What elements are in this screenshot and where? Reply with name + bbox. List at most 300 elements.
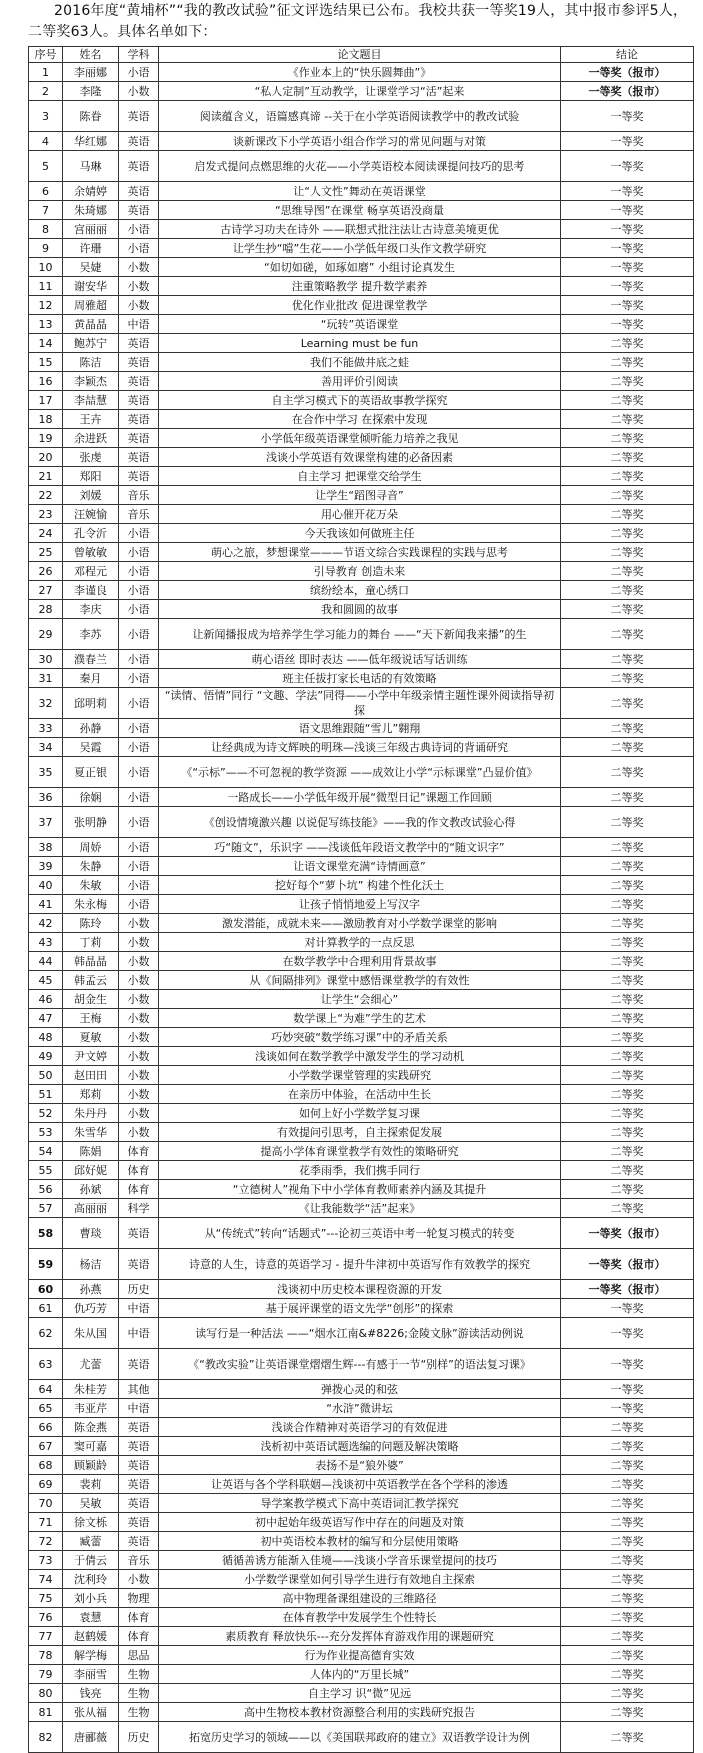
table-header-row — [29, 47, 694, 63]
cell-no: 62 — [29, 1318, 63, 1349]
table-row — [29, 1142, 694, 1161]
table-row — [29, 201, 694, 220]
cell-subject: 小数 — [119, 1047, 159, 1066]
cell-name: 韦亚芹 — [63, 1399, 119, 1418]
cell-name: 徐娴 — [63, 788, 119, 807]
cell-title: 让经典成为诗文辉映的明珠—浅谈三年级古典诗词的背诵研究 — [159, 738, 561, 757]
table-row — [29, 788, 694, 807]
cell-subject: 英语 — [119, 334, 159, 353]
cell-no: 46 — [29, 990, 63, 1009]
cell-no: 29 — [29, 619, 63, 650]
cell-title: 让英语与各个学科联姻—浅谈初中英语教学在各个学科的渗透 — [159, 1475, 561, 1494]
table-row — [29, 410, 694, 429]
table-row — [29, 82, 694, 101]
cell-no: 20 — [29, 448, 63, 467]
table-row — [29, 524, 694, 543]
cell-subject: 体育 — [119, 1608, 159, 1627]
cell-subject: 小数 — [119, 1570, 159, 1589]
cell-subject: 小数 — [119, 82, 159, 101]
cell-title: 一路成长——小学低年级开展“微型日记”课题工作回顾 — [159, 788, 561, 807]
cell-name: 李谨良 — [63, 581, 119, 600]
document-page — [0, 1, 703, 1744]
cell-name: 曹琰 — [63, 1218, 119, 1249]
cell-subject: 生物 — [119, 1684, 159, 1703]
cell-title: 浅析初中英语试题选编的问题及解决策略 — [159, 1437, 561, 1456]
table-row — [29, 101, 694, 132]
cell-subject: 英语 — [119, 1513, 159, 1532]
cell-name: 余婧婷 — [63, 182, 119, 201]
cell-result: 二等奖 — [561, 1722, 694, 1753]
cell-subject: 英语 — [119, 1218, 159, 1249]
table-row — [29, 1684, 694, 1703]
cell-subject: 小语 — [119, 63, 159, 82]
cell-no: 76 — [29, 1608, 63, 1627]
cell-title: 《创设情境激兴趣 以说促写练技能》——我的作文教改试验心得 — [159, 807, 561, 838]
cell-name: 刘小兵 — [63, 1589, 119, 1608]
cell-name: 高丽丽 — [63, 1199, 119, 1218]
cell-result: 二等奖 — [561, 581, 694, 600]
cell-no: 39 — [29, 857, 63, 876]
cell-subject: 英语 — [119, 201, 159, 220]
cell-name: 郑莉 — [63, 1085, 119, 1104]
cell-name: 朱丹丹 — [63, 1104, 119, 1123]
cell-name: 孙燕 — [63, 1280, 119, 1299]
cell-title: 我和圆圆的故事 — [159, 600, 561, 619]
table-row — [29, 1418, 694, 1437]
cell-no: 2 — [29, 82, 63, 101]
cell-title: 拓宽历史学习的领域——以《美国联邦政府的建立》双语教学设计为例 — [159, 1722, 561, 1753]
cell-result: 一等奖（报市） — [561, 1280, 694, 1299]
cell-subject: 英语 — [119, 182, 159, 201]
cell-name: 宫丽丽 — [63, 220, 119, 239]
cell-result: 二等奖 — [561, 1703, 694, 1722]
cell-subject: 生物 — [119, 1703, 159, 1722]
cell-no: 21 — [29, 467, 63, 486]
cell-result: 二等奖 — [561, 619, 694, 650]
cell-result: 二等奖 — [561, 1028, 694, 1047]
cell-name: 邱好妮 — [63, 1161, 119, 1180]
cell-subject: 小数 — [119, 1104, 159, 1123]
cell-name: 夏正银 — [63, 757, 119, 788]
cell-result: 二等奖 — [561, 1123, 694, 1142]
cell-result: 二等奖 — [561, 353, 694, 372]
cell-name: 韩孟云 — [63, 971, 119, 990]
cell-subject: 小语 — [119, 600, 159, 619]
cell-no: 33 — [29, 719, 63, 738]
cell-name: 李苏 — [63, 619, 119, 650]
cell-subject: 英语 — [119, 1418, 159, 1437]
table-row — [29, 933, 694, 952]
cell-result: 二等奖 — [561, 600, 694, 619]
cell-no: 70 — [29, 1494, 63, 1513]
cell-name: 胡金生 — [63, 990, 119, 1009]
cell-name: 袁慧 — [63, 1608, 119, 1627]
cell-title: 挖好每个“萝卜坑” 构建个性化沃土 — [159, 876, 561, 895]
cell-name: 朱从国 — [63, 1318, 119, 1349]
cell-no: 40 — [29, 876, 63, 895]
cell-no: 44 — [29, 952, 63, 971]
cell-no: 10 — [29, 258, 63, 277]
table-row — [29, 1646, 694, 1665]
cell-subject: 英语 — [119, 391, 159, 410]
table-row — [29, 1475, 694, 1494]
cell-no: 31 — [29, 669, 63, 688]
cell-title: 高中生物校本教材资源整合利用的实践研究报告 — [159, 1703, 561, 1722]
cell-subject: 英语 — [119, 1249, 159, 1280]
table-row — [29, 315, 694, 334]
cell-no: 73 — [29, 1551, 63, 1570]
cell-title: 善用评价引阅读 — [159, 372, 561, 391]
cell-title: 谈新课改下小学英语小组合作学习的常见问题与对策 — [159, 132, 561, 151]
cell-no: 80 — [29, 1684, 63, 1703]
cell-result: 二等奖 — [561, 952, 694, 971]
cell-subject: 小语 — [119, 562, 159, 581]
cell-name: 张从福 — [63, 1703, 119, 1722]
table-row — [29, 914, 694, 933]
cell-result: 一等奖（报市） — [561, 63, 694, 82]
cell-no: 64 — [29, 1380, 63, 1399]
cell-result: 二等奖 — [561, 1142, 694, 1161]
cell-subject: 小数 — [119, 1123, 159, 1142]
cell-result: 二等奖 — [561, 410, 694, 429]
table-row — [29, 1399, 694, 1418]
cell-title: 浅谈合作精神对英语学习的有效促进 — [159, 1418, 561, 1437]
cell-no: 8 — [29, 220, 63, 239]
cell-no: 42 — [29, 914, 63, 933]
table-row — [29, 971, 694, 990]
cell-title: 阅读蕴含义，语篇感真谛 --关于在小学英语阅读教学中的教改试验 — [159, 101, 561, 132]
cell-result: 二等奖 — [561, 788, 694, 807]
cell-subject: 小语 — [119, 669, 159, 688]
cell-name: 仇巧芳 — [63, 1299, 119, 1318]
cell-name: 朱雪华 — [63, 1123, 119, 1142]
cell-no: 16 — [29, 372, 63, 391]
cell-result: 一等奖 — [561, 1318, 694, 1349]
cell-name: 华红娜 — [63, 132, 119, 151]
cell-subject: 小数 — [119, 1085, 159, 1104]
cell-title: 巧“随文”，乐识字 ——浅谈低年段语文教学中的“随文识字” — [159, 838, 561, 857]
table-row — [29, 182, 694, 201]
cell-no: 51 — [29, 1085, 63, 1104]
cell-name: 吴婕 — [63, 258, 119, 277]
cell-result: 一等奖 — [561, 1299, 694, 1318]
cell-no: 9 — [29, 239, 63, 258]
table-row — [29, 669, 694, 688]
header-result: 结论 — [561, 47, 694, 63]
cell-no: 6 — [29, 182, 63, 201]
table-row — [29, 1703, 694, 1722]
cell-no: 30 — [29, 650, 63, 669]
cell-result: 一等奖 — [561, 151, 694, 182]
cell-no: 61 — [29, 1299, 63, 1318]
cell-title: 浅谈如何在数学教学中激发学生的学习动机 — [159, 1047, 561, 1066]
cell-name: 周娇 — [63, 838, 119, 857]
table-row — [29, 1218, 694, 1249]
table-row — [29, 1570, 694, 1589]
cell-no: 52 — [29, 1104, 63, 1123]
cell-title: “立德树人”视角下中小学体育教师素养内涵及其提升 — [159, 1180, 561, 1199]
cell-subject: 英语 — [119, 1349, 159, 1380]
cell-no: 26 — [29, 562, 63, 581]
cell-name: 孙静 — [63, 719, 119, 738]
table-row — [29, 1199, 694, 1218]
table-row — [29, 1494, 694, 1513]
award-table — [28, 46, 694, 1753]
cell-name: 刘媛 — [63, 486, 119, 505]
cell-name: 窦可嘉 — [63, 1437, 119, 1456]
cell-result: 二等奖 — [561, 429, 694, 448]
cell-title: 诗意的人生，诗意的英语学习 - 提升牛津初中英语写作有效教学的探究 — [159, 1249, 561, 1280]
cell-no: 19 — [29, 429, 63, 448]
cell-title: 对计算教学的一点反思 — [159, 933, 561, 952]
table-row — [29, 895, 694, 914]
table-row — [29, 1608, 694, 1627]
cell-no: 78 — [29, 1646, 63, 1665]
cell-result: 二等奖 — [561, 1570, 694, 1589]
table-row — [29, 220, 694, 239]
cell-subject: 物理 — [119, 1589, 159, 1608]
cell-subject: 小语 — [119, 895, 159, 914]
cell-result: 二等奖 — [561, 1009, 694, 1028]
cell-subject: 英语 — [119, 448, 159, 467]
cell-result: 一等奖 — [561, 1399, 694, 1418]
cell-title: 让“人文性”舞动在英语课堂 — [159, 182, 561, 201]
header-name: 姓名 — [63, 47, 119, 63]
table-row — [29, 1627, 694, 1646]
cell-title: 注重策略教学 提升数学素养 — [159, 277, 561, 296]
cell-no: 67 — [29, 1437, 63, 1456]
cell-title: 古诗学习功夫在诗外 ——联想式批注法让古诗意美境更优 — [159, 220, 561, 239]
cell-title: 小学低年级英语课堂倾听能力培养之我见 — [159, 429, 561, 448]
cell-subject: 英语 — [119, 1532, 159, 1551]
cell-name: 陈眷 — [63, 101, 119, 132]
header-title: 论文题目 — [159, 47, 561, 63]
cell-name: 曾敏敏 — [63, 543, 119, 562]
cell-title: 《“示标”——不可忽视的教学资源 ——成效让小学“示标课堂”凸显价值》 — [159, 757, 561, 788]
cell-subject: 英语 — [119, 410, 159, 429]
cell-no: 11 — [29, 277, 63, 296]
cell-result: 二等奖 — [561, 1665, 694, 1684]
cell-result: 一等奖（报市） — [561, 1249, 694, 1280]
cell-subject: 生物 — [119, 1665, 159, 1684]
table-row — [29, 1380, 694, 1399]
cell-no: 4 — [29, 132, 63, 151]
cell-result: 二等奖 — [561, 1161, 694, 1180]
cell-subject: 历史 — [119, 1722, 159, 1753]
table-row — [29, 1437, 694, 1456]
cell-subject: 小语 — [119, 543, 159, 562]
cell-name: 王卉 — [63, 410, 119, 429]
cell-no: 7 — [29, 201, 63, 220]
table-row — [29, 486, 694, 505]
cell-result: 二等奖 — [561, 895, 694, 914]
cell-subject: 中语 — [119, 315, 159, 334]
cell-title: “如切如磋，如琢如磨” 小组讨论真发生 — [159, 258, 561, 277]
cell-title: 弹拨心灵的和弦 — [159, 1380, 561, 1399]
cell-subject: 小语 — [119, 719, 159, 738]
cell-subject: 小语 — [119, 838, 159, 857]
cell-name: 李庆 — [63, 600, 119, 619]
cell-name: 孙斌 — [63, 1180, 119, 1199]
table-row — [29, 807, 694, 838]
cell-title: 激发潜能，成就未来——激励教育对小学数学课堂的影响 — [159, 914, 561, 933]
table-row — [29, 1249, 694, 1280]
cell-subject: 小语 — [119, 876, 159, 895]
cell-title: 有效提问引思考，自主探索促发展 — [159, 1123, 561, 1142]
cell-subject: 中语 — [119, 1299, 159, 1318]
table-row — [29, 63, 694, 82]
cell-subject: 英语 — [119, 429, 159, 448]
cell-subject: 英语 — [119, 101, 159, 132]
table-row — [29, 334, 694, 353]
cell-result: 二等奖 — [561, 372, 694, 391]
cell-title: 循循善诱方能渐入佳境——浅谈小学音乐课堂提问的技巧 — [159, 1551, 561, 1570]
table-row — [29, 600, 694, 619]
cell-title: 在合作中学习 在探索中发现 — [159, 410, 561, 429]
table-body — [29, 63, 694, 1753]
cell-no: 54 — [29, 1142, 63, 1161]
cell-result: 二等奖 — [561, 1475, 694, 1494]
cell-subject: 小数 — [119, 1028, 159, 1047]
cell-name: 余进跃 — [63, 429, 119, 448]
cell-no: 37 — [29, 807, 63, 838]
cell-no: 13 — [29, 315, 63, 334]
cell-result: 二等奖 — [561, 1608, 694, 1627]
cell-no: 14 — [29, 334, 63, 353]
cell-title: 让孩子悄悄地爱上写汉字 — [159, 895, 561, 914]
cell-subject: 历史 — [119, 1280, 159, 1299]
cell-title: 基于展评课堂的语文先学“创彤”的探索 — [159, 1299, 561, 1318]
cell-result: 二等奖 — [561, 334, 694, 353]
cell-no: 27 — [29, 581, 63, 600]
cell-result: 二等奖 — [561, 688, 694, 719]
cell-title: 启发式提问点燃思维的火花——小学英语校本阅读课提问技巧的思考 — [159, 151, 561, 182]
cell-title: 在亲历中体验，在活动中生长 — [159, 1085, 561, 1104]
table-row — [29, 239, 694, 258]
cell-no: 5 — [29, 151, 63, 182]
cell-name: 孔令沂 — [63, 524, 119, 543]
cell-name: 李隆 — [63, 82, 119, 101]
table-row — [29, 448, 694, 467]
cell-result: 二等奖 — [561, 524, 694, 543]
table-row — [29, 258, 694, 277]
table-row — [29, 738, 694, 757]
cell-name: 陈洁 — [63, 353, 119, 372]
cell-name: 解学梅 — [63, 1646, 119, 1665]
cell-no: 38 — [29, 838, 63, 857]
cell-name: 尹文婷 — [63, 1047, 119, 1066]
cell-result: 二等奖 — [561, 971, 694, 990]
table-row — [29, 757, 694, 788]
table-row — [29, 1085, 694, 1104]
cell-name: 钱亮 — [63, 1684, 119, 1703]
cell-name: 陈金燕 — [63, 1418, 119, 1437]
table-row — [29, 876, 694, 895]
table-row — [29, 543, 694, 562]
cell-subject: 音乐 — [119, 1551, 159, 1570]
cell-no: 56 — [29, 1180, 63, 1199]
table-row — [29, 1009, 694, 1028]
cell-name: 谢安华 — [63, 277, 119, 296]
cell-no: 3 — [29, 101, 63, 132]
table-row — [29, 1280, 694, 1299]
cell-result: 一等奖 — [561, 239, 694, 258]
cell-result: 一等奖 — [561, 1380, 694, 1399]
cell-title: 行为作业提高德育实效 — [159, 1646, 561, 1665]
cell-no: 45 — [29, 971, 63, 990]
cell-name: 丁莉 — [63, 933, 119, 952]
cell-no: 17 — [29, 391, 63, 410]
cell-subject: 小数 — [119, 952, 159, 971]
table-row — [29, 562, 694, 581]
cell-no: 63 — [29, 1349, 63, 1380]
cell-result: 二等奖 — [561, 669, 694, 688]
cell-result: 二等奖 — [561, 391, 694, 410]
cell-subject: 小语 — [119, 738, 159, 757]
cell-no: 50 — [29, 1066, 63, 1085]
cell-no: 49 — [29, 1047, 63, 1066]
cell-subject: 音乐 — [119, 486, 159, 505]
cell-title: 语文思维跟随“雪儿”翱翔 — [159, 719, 561, 738]
cell-title: 数学课上“为难”学生的艺术 — [159, 1009, 561, 1028]
cell-name: 许珊 — [63, 239, 119, 258]
cell-result: 一等奖 — [561, 315, 694, 334]
cell-title: 引导教育 创造未来 — [159, 562, 561, 581]
table-row — [29, 1104, 694, 1123]
cell-name: 黄晶晶 — [63, 315, 119, 334]
cell-no: 82 — [29, 1722, 63, 1753]
cell-name: 于倩云 — [63, 1551, 119, 1570]
cell-result: 二等奖 — [561, 857, 694, 876]
cell-title: 《“教改实验”让英语课堂熠熠生辉---有感于一节“别样”的语法复习课》 — [159, 1349, 561, 1380]
cell-name: 陈娟 — [63, 1142, 119, 1161]
cell-subject: 小语 — [119, 857, 159, 876]
cell-result: 二等奖 — [561, 1199, 694, 1218]
cell-name: 吴霞 — [63, 738, 119, 757]
cell-subject: 小数 — [119, 1009, 159, 1028]
cell-result: 一等奖 — [561, 296, 694, 315]
cell-result: 一等奖（报市） — [561, 1218, 694, 1249]
cell-name: 朱敏 — [63, 876, 119, 895]
cell-title: 《让我能数学“活”起来》 — [159, 1199, 561, 1218]
cell-result: 二等奖 — [561, 543, 694, 562]
cell-title: 花季雨季，我们携手同行 — [159, 1161, 561, 1180]
cell-title: “读情、悟情”同行 “文趣、学法”同得——小学中年级亲情主题性课外阅读指导初探 — [159, 688, 561, 719]
cell-no: 41 — [29, 895, 63, 914]
cell-no: 35 — [29, 757, 63, 788]
cell-name: 夏敏 — [63, 1028, 119, 1047]
table-row — [29, 372, 694, 391]
cell-no: 55 — [29, 1161, 63, 1180]
cell-no: 57 — [29, 1199, 63, 1218]
cell-subject: 小数 — [119, 990, 159, 1009]
cell-result: 二等奖 — [561, 1684, 694, 1703]
cell-result: 二等奖 — [561, 914, 694, 933]
table-row — [29, 391, 694, 410]
cell-name: 徐文栎 — [63, 1513, 119, 1532]
cell-no: 28 — [29, 600, 63, 619]
cell-no: 32 — [29, 688, 63, 719]
cell-subject: 小语 — [119, 581, 159, 600]
cell-result: 一等奖 — [561, 258, 694, 277]
cell-name: 马琳 — [63, 151, 119, 182]
cell-subject: 小语 — [119, 220, 159, 239]
cell-result: 二等奖 — [561, 1180, 694, 1199]
cell-no: 22 — [29, 486, 63, 505]
cell-no: 74 — [29, 1570, 63, 1589]
cell-title: 小学数学课堂管理的实践研究 — [159, 1066, 561, 1085]
table-row — [29, 1456, 694, 1475]
